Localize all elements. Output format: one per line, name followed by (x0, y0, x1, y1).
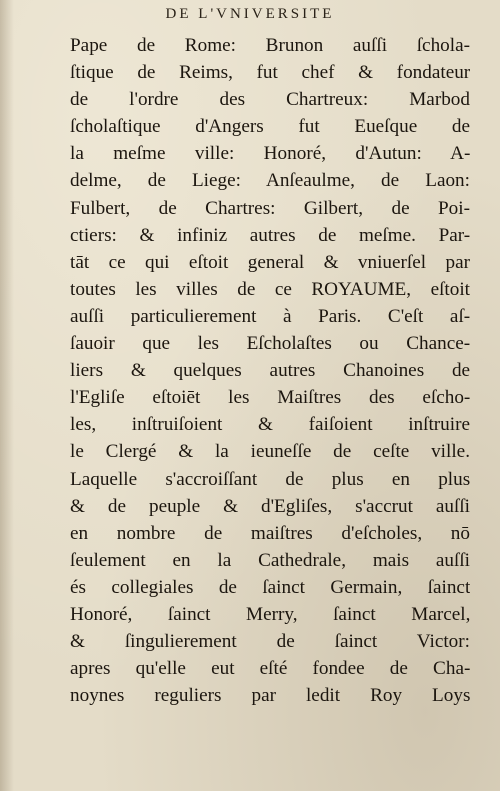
text-line-7: Fulbert, de Chartres: Gilbert, de Poi- (70, 197, 470, 219)
text-line-23: & ſingulierement de ſainct Victor: (70, 631, 470, 653)
text-line-4: ſcholaſtique d'Angers fut Eueſque de (70, 116, 470, 138)
text-line-15: les, inſtruiſoient & faiſoient inſtruire (70, 414, 470, 436)
text-line-12: ſauoir que les Eſcholaſtes ou Chance- (70, 333, 470, 355)
text-line-10: toutes les villes de ce ROYAUME, eſtoit (70, 278, 470, 300)
body-text (70, 32, 470, 709)
text-line-6: delme, de Liege: Anſeaulme, de Laon: (70, 170, 470, 192)
text-line-20: ſeulement en la Cathedrale, mais auſſi (70, 549, 470, 571)
text-line-1: Pape de Rome: Brunon auſſi ſchola- (70, 35, 470, 56)
text-line-16: le Clergé & la ieuneſſe de ceſte ville. (70, 441, 470, 463)
text-line-24: apres qu'elle eut eſté fondee de Cha- (70, 658, 470, 680)
text-line-3: de l'ordre des Chartreux: Marbod (70, 89, 470, 111)
text-line-21: és collegiales de ſainct Germain, ſainct (70, 576, 470, 598)
running-head: DE L'VNIVERSITE (165, 6, 335, 22)
text-line-9: tāt ce qui eſtoit general & vniuerſel par (70, 251, 470, 273)
text-line-25: noynes reguliers par ledit Roy Loys (70, 685, 470, 707)
text-line-5: la meſme ville: Honoré, d'Autun: A- (70, 143, 470, 165)
text-line-19: en nombre de maiſtres d'eſcholes, nō (70, 522, 470, 544)
text-line-17: Laquelle s'accroiſſant de plus en plus (70, 468, 470, 490)
text-line-22: Honoré, ſainct Merry, ſainct Marcel, (70, 603, 470, 625)
text-line-13: liers & quelques autres Chanoines de (70, 360, 470, 382)
text-line-8: ctiers: & infiniz autres de meſme. Par- (70, 224, 470, 246)
text-line-2: ſtique de Reims, fut chef & fondateur (70, 62, 470, 84)
text-line-18: & de peuple & d'Egliſes, s'accrut auſſi (70, 495, 470, 517)
text-line-14: l'Egliſe eſtoiēt les Maiſtres des eſcho- (70, 387, 470, 409)
gutter-shadow (0, 0, 14, 791)
text-line-11: auſſi particulierement à Paris. C'eſt aſ- (70, 305, 470, 327)
